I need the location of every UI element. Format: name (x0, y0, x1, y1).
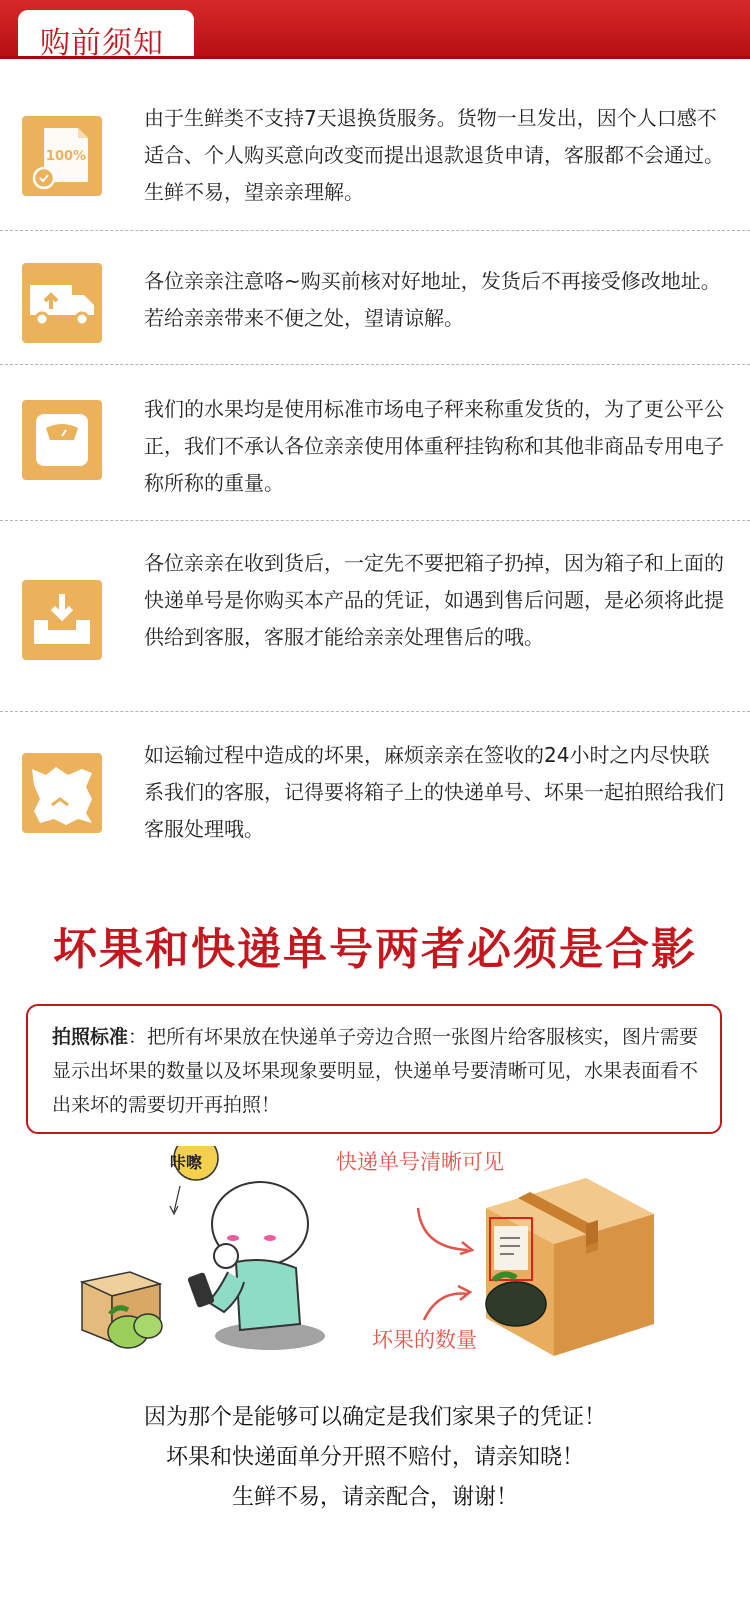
photo-rule-body: ：把所有坏果放在快递单子旁边合照一张图片给客服核实，图片需要显示出坏果的数量以及坏果现象要明显，快递单号要清晰可见，水果表面看不出来坏的需要切开再拍照！ (52, 1026, 699, 1116)
photo-rule-label: 拍照标准 (52, 1026, 129, 1048)
svg-text:100%: 100% (45, 149, 87, 164)
cartoon-person-image (187, 1182, 308, 1330)
notice-text: 我们的水果均是使用标准市场电子秤来称重发货的，为了更公平公正，我们不承认各位亲亲使用体重秤挂钩称和其他非商品专用电子称所称的重量。 (144, 397, 724, 495)
closing-message (0, 1398, 750, 1518)
notice-text: 各位亲亲在收到货后，一定先不要把箱子扔掉，因为箱子和上面的快递单号是你购买本产品的凭证，如遇到售后问题，是必须将此提供给到客服，客服才能给亲亲处理售后的哦。 (144, 551, 724, 649)
bad-fruit-count-label: 坏果的数量 (372, 1328, 477, 1352)
big-box-image (486, 1178, 654, 1356)
headline: 坏果和快递单号两者必须是合影 (53, 924, 697, 975)
divider (0, 520, 750, 521)
waybill-label: 快递单号清晰可见 (336, 1150, 504, 1174)
divider (0, 364, 750, 365)
notice-item (0, 737, 750, 867)
header-tab (18, 10, 194, 61)
closing-line: 因为那个是能够可以确定是我们家果子的凭证！ (143, 1405, 606, 1430)
bubble-text: 咔嚓 (170, 1153, 203, 1172)
divider (0, 230, 750, 231)
inbox-download-icon (22, 580, 102, 660)
notice-item (0, 545, 750, 710)
photo-rule-box (26, 1004, 722, 1134)
closing-line: 生鲜不易，请亲配合，谢谢！ (231, 1485, 518, 1510)
percent-document-icon (22, 116, 102, 196)
delivery-truck-icon (22, 263, 102, 343)
illustration (0, 1146, 750, 1386)
notice-item (0, 100, 750, 230)
closing-line: 坏果和快递面单分开照不赔付，请亲知晓！ (165, 1445, 584, 1470)
broken-box-icon (22, 753, 102, 833)
weighing-scale-icon (22, 400, 102, 480)
page-title: 购前须知 (40, 26, 164, 61)
arrow-to-waybill (418, 1208, 468, 1250)
notice-item (0, 263, 750, 363)
photo-rule-text (52, 1020, 702, 1122)
notice-item (0, 391, 750, 519)
notice-text: 由于生鲜类不支持7天退换货服务。货物一旦发出，因个人口感不适合、个人购买意向改变而提出退款退货申请，客服都不会通过。生鲜不易，望亲亲理解。 (144, 106, 724, 204)
divider (0, 711, 750, 712)
notice-text: 各位亲亲注意咯~购买前核对好地址，发货后不再接受修改地址。若给亲亲带来不便之处，望请谅解。 (144, 269, 721, 330)
notice-text: 如运输过程中造成的坏果，麻烦亲亲在签收的24小时之内尽快联系我们的客服，记得要将箱子上的快递单号、坏果一起拍照给我们客服处理哦。 (144, 743, 724, 841)
